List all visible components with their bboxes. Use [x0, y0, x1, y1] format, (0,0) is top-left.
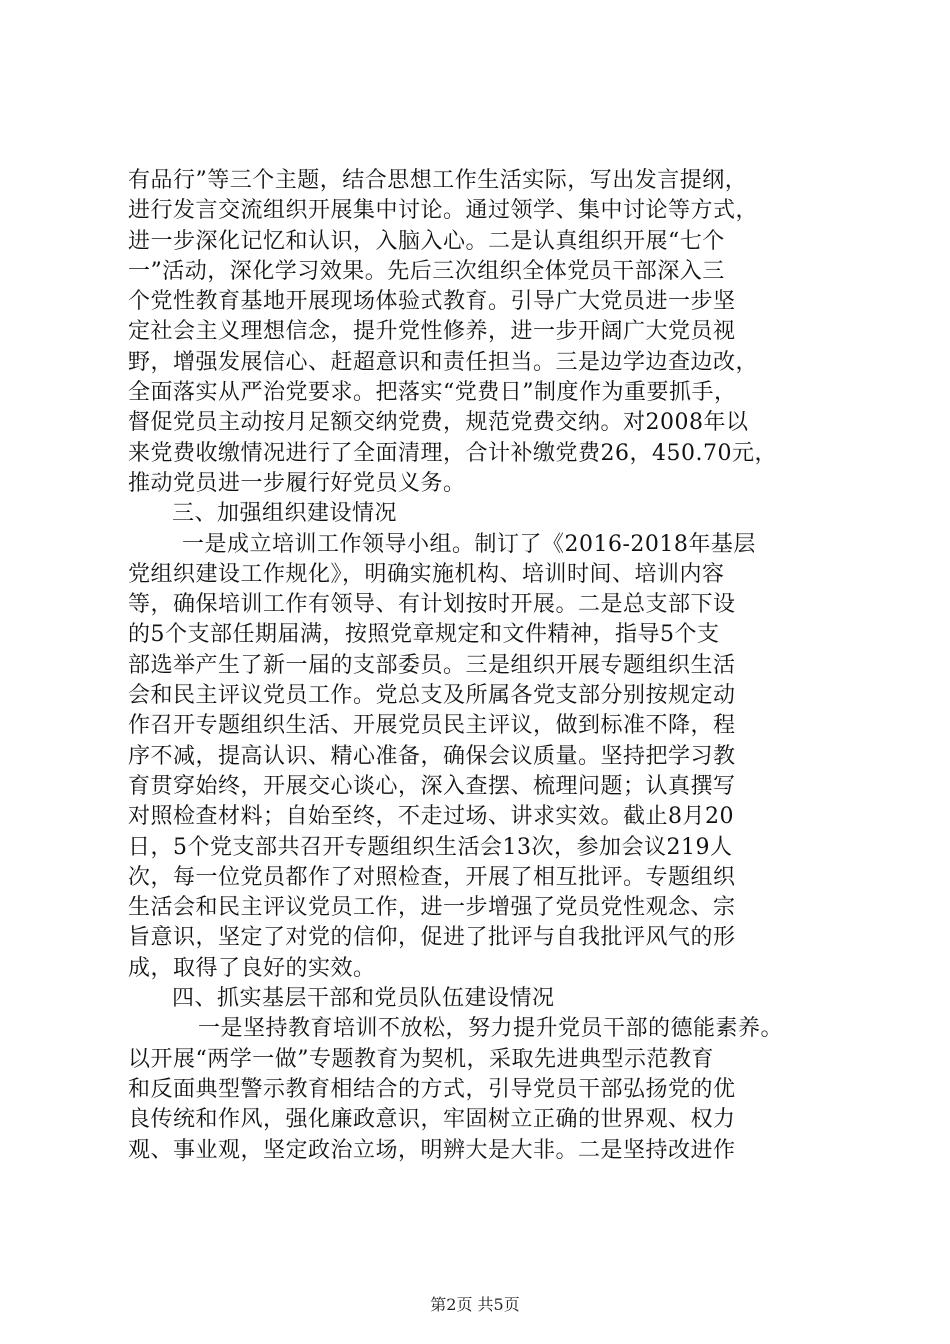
text-line: 以开展“两学一做”专题教育为契机，采取先进典型示范教育	[128, 1046, 714, 1072]
page-footer: 第2页 共5页	[430, 1295, 520, 1314]
text-line: 良传统和作风，强化廉政意识，牢固树立正确的世界观、权力	[128, 1107, 736, 1133]
text-line: 会和民主评议党员工作。党总支及所属各党支部分别按规定动	[128, 683, 736, 709]
text-line: 育贯穿始终，开展交心谈心，深入查摆、梳理问题；认真撰写	[128, 773, 736, 799]
text-line: 个党性教育基地开展现场体验式教育。引导广大党员进一步坚	[128, 289, 736, 315]
text-line: 次，每一位党员都作了对照检查，开展了相互批评。专题组织	[128, 864, 736, 890]
text-line: 推动党员进一步履行好党员义务。	[128, 470, 466, 496]
text-line: 四、抓实基层干部和党员队伍建设情况	[172, 986, 555, 1012]
text-line: 旨意识，坚定了对党的信仰，促进了批评与自我批评风气的形	[128, 925, 736, 951]
text-line: 部选举产生了新一届的支部委员。三是组织开展专题组织生活	[128, 652, 736, 678]
text-line: 来党费收缴情况进行了全面清理，合计补缴党费26，450.70元，	[128, 440, 777, 466]
text-line: 全面落实从严治党要求。把落实“党费日”制度作为重要抓手，	[128, 380, 737, 406]
text-line: 野，增强发展信心、赶超意识和责任担当。三是边学边查边改，	[128, 349, 759, 375]
text-line: 定社会主义理想信念，提升党性修养，进一步开阔广大党员视	[128, 319, 736, 345]
text-line: 生活会和民主评议党员工作，进一步增强了党员党性观念、宗	[128, 895, 736, 921]
text-line: 有品行”等三个主题，结合思想工作生活实际，写出发言提纲，	[128, 168, 748, 193]
text-line: 三、加强组织建设情况	[172, 501, 398, 527]
text-line: 序不减，提高认识、精心准备，确保会议质量。坚持把学习教	[128, 743, 736, 769]
text-line: 的5个支部任期届满，按照党章规定和文件精神，指导5个支	[128, 622, 720, 648]
text-line: 督促党员主动按月足额交纳党费，规范党费交纳。对2008年以	[128, 410, 749, 436]
text-line: 成，取得了良好的实效。	[128, 955, 376, 981]
document-body	[128, 166, 838, 1166]
text-line: 作召开专题组织生活、开展党员民主评议，做到标准不降，程	[128, 713, 736, 739]
text-line: 日，5个党支部共召开专题组织生活会13次，参加会议219人	[128, 834, 733, 860]
text-line: 等，确保培训工作有领导、有计划按时开展。二是总支部下设	[128, 592, 736, 618]
text-line: 和反面典型警示教育相结合的方式，引导党员干部弘扬党的优	[128, 1076, 736, 1102]
text-line: 一”活动，深化学习效果。先后三次组织全体党员干部深入三	[128, 258, 725, 284]
text-line: 一是成立培训工作领导小组。制订了《2016-2018年基层	[182, 531, 756, 557]
text-line: 一是坚持教育培训不放松，努力提升党员干部的德能素养。	[198, 1016, 784, 1042]
text-line: 进一步深化记忆和认识，入脑入心。二是认真组织开展“七个	[128, 228, 725, 254]
text-line: 进行发言交流组织开展集中讨论。通过领学、集中讨论等方式，	[128, 198, 759, 224]
text-line: 对照检查材料；自始至终，不走过场、讲求实效。截止8月20	[128, 804, 734, 830]
text-line: 观、事业观，坚定政治立场，明辨大是大非。二是坚持改进作	[128, 1137, 736, 1163]
text-line: 党组织建设工作规化》，明确实施机构、培训时间、培训内容	[128, 561, 725, 587]
